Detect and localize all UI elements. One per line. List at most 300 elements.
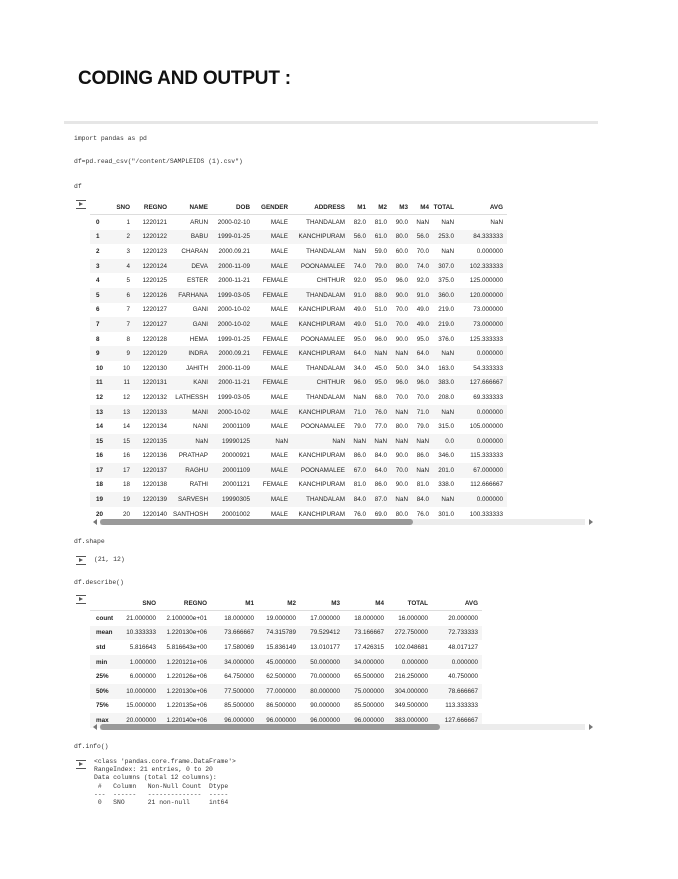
- code-cell-describe[interactable]: df.describe(): [74, 579, 124, 586]
- table-cell: 383.000000: [388, 713, 432, 728]
- table-cell: 77.000000: [258, 684, 300, 699]
- table-cell: CHARAN: [181, 247, 208, 255]
- table-cell: 68.0: [374, 393, 387, 401]
- table-cell: 0.000000: [458, 405, 507, 420]
- table-cell: 86.0: [353, 452, 366, 460]
- table-cell: NaN: [433, 346, 458, 361]
- table-cell: MALE: [270, 218, 288, 226]
- table-cell: 73.000000: [458, 317, 507, 332]
- info-line: --- ------ -------------- -----: [94, 790, 229, 798]
- table-cell: 1.220130e+06: [160, 684, 211, 699]
- scroll-left-arrow[interactable]: [93, 724, 97, 730]
- table-cell: 77.500000: [211, 684, 258, 699]
- table-cell: 272.750000: [388, 626, 432, 641]
- row-index: 6: [96, 306, 100, 314]
- table-cell: 2000.09.21: [212, 346, 254, 361]
- table-cell: 96.0: [349, 376, 370, 391]
- column-header: M4: [344, 596, 388, 611]
- table-cell: MALE: [270, 306, 288, 314]
- table-cell: THANDALAM: [306, 247, 345, 255]
- table-cell: 1.220130e+06: [160, 626, 211, 641]
- table-cell: 73.666667: [211, 626, 258, 641]
- table-cell: KANCHIPURAM: [298, 452, 345, 460]
- table-cell: 5: [126, 277, 130, 285]
- table-cell: 3: [126, 247, 130, 255]
- table-cell: 70.0: [391, 317, 412, 332]
- table-cell: 71.0: [349, 405, 370, 420]
- table-cell: KANCHIPURAM: [298, 510, 345, 518]
- table-row: [90, 346, 507, 361]
- table-cell: 10.000000: [119, 684, 160, 699]
- table-cell: 51.0: [374, 306, 387, 314]
- column-header: NAME: [171, 200, 212, 215]
- table-cell: 1.220126e+06: [166, 673, 207, 681]
- table-cell: MALE: [254, 492, 292, 507]
- table-cell: 65.500000: [354, 673, 384, 681]
- table-cell: HEMA: [189, 335, 208, 343]
- column-header: ADDRESS: [292, 200, 349, 215]
- output-icon: [76, 760, 86, 769]
- column-header: M3: [391, 200, 412, 215]
- table-cell: ESTER: [187, 277, 208, 285]
- output-icon: [76, 200, 86, 209]
- table-cell: 115.333333: [470, 452, 503, 460]
- column-header: REGNO: [134, 200, 171, 215]
- table-row: [90, 390, 507, 405]
- table-cell: 1220129: [134, 346, 171, 361]
- table-cell: LATHESSH: [175, 393, 208, 401]
- table-row: [90, 669, 482, 684]
- table-cell: 64.0: [412, 346, 433, 361]
- table-cell: 51.0: [370, 317, 391, 332]
- table-cell: 1: [126, 218, 130, 226]
- column-header: TOTAL: [388, 596, 432, 611]
- table-cell: 73.000000: [473, 306, 503, 314]
- table-cell: FEMALE: [254, 376, 292, 391]
- row-index: 18: [96, 481, 104, 489]
- table-cell: 16.000000: [398, 614, 428, 622]
- table-cell: 90.0: [395, 481, 408, 489]
- table-cell: 20: [122, 510, 130, 518]
- table-cell: 346.0: [438, 452, 454, 460]
- table-cell: 64.0: [370, 463, 391, 478]
- table-cell: NaN: [441, 247, 454, 255]
- table-cell: 1.220135e+06: [166, 702, 207, 710]
- table-cell: 253.0: [433, 230, 458, 245]
- row-index: 12: [96, 393, 104, 401]
- table-cell: 69.333333: [473, 393, 503, 401]
- table-row: [90, 376, 507, 391]
- table-cell: THANDALAM: [292, 492, 349, 507]
- table-cell: FEMALE: [262, 335, 288, 343]
- table-cell: 72.733333: [432, 626, 482, 641]
- table-cell: 17: [110, 463, 134, 478]
- table-row: [90, 405, 507, 420]
- table-cell: MALE: [270, 393, 288, 401]
- table-cell: 17.580069: [224, 643, 254, 651]
- table-cell: 95.0: [416, 335, 429, 343]
- table-cell: 219.0: [433, 317, 458, 332]
- table-cell: JAHITH: [185, 364, 208, 372]
- table-cell: 96.000000: [211, 713, 258, 728]
- table-cell: 86.500000: [266, 702, 296, 710]
- table-cell: POONAMALEE: [292, 463, 349, 478]
- table-cell: 45.000000: [258, 655, 300, 670]
- table-cell: 102.333333: [458, 259, 507, 274]
- row-index: 14: [96, 423, 104, 431]
- table-cell: MALE: [270, 364, 288, 372]
- table-cell: KANCHIPURAM: [292, 317, 349, 332]
- table-cell: 86.0: [416, 452, 429, 460]
- code-cell-import[interactable]: import pandas as pd: [74, 135, 147, 142]
- table-cell: 315.0: [438, 423, 454, 431]
- table-cell: 112.666667: [470, 481, 503, 489]
- table-cell: 64.750000: [224, 673, 254, 681]
- table-cell: 49.0: [353, 306, 366, 314]
- table-cell: 80.0: [395, 510, 408, 518]
- row-index: mean: [90, 626, 119, 641]
- table-cell: 0.000000: [432, 655, 482, 670]
- dataframe-table: [90, 200, 507, 521]
- table-cell: 1220137: [134, 463, 171, 478]
- table-cell: 90.0: [391, 288, 412, 303]
- table-cell: MALE: [254, 230, 292, 245]
- table-cell: 2000-11-09: [212, 259, 254, 274]
- table-cell: 70.0: [395, 393, 408, 401]
- table-cell: 1.220121e+06: [160, 655, 211, 670]
- table-cell: 19.000000: [266, 614, 296, 622]
- table-cell: 69.0: [374, 510, 387, 518]
- output-icon: [76, 595, 86, 604]
- table-cell: 1220128: [142, 335, 167, 343]
- table-cell: 62.500000: [266, 673, 296, 681]
- table-cell: 125.333333: [469, 335, 503, 343]
- table-cell: 95.0: [370, 376, 391, 391]
- table-cell: 100.333333: [469, 510, 503, 518]
- table-cell: 34.000000: [344, 655, 388, 670]
- row-index: 1: [90, 230, 110, 245]
- table-cell: 81.0: [374, 218, 387, 226]
- table-cell: 6.000000: [129, 673, 156, 681]
- column-header: [90, 200, 110, 215]
- output-icon: [76, 556, 86, 565]
- table-row: [90, 463, 507, 478]
- column-header: M2: [370, 200, 391, 215]
- table-cell: 91.0: [412, 288, 433, 303]
- table-cell: 219.0: [438, 306, 454, 314]
- table-row: [90, 332, 507, 347]
- table-cell: 127.666667: [458, 376, 507, 391]
- table-cell: 2000-02-10: [217, 218, 250, 226]
- table-cell: 86.0: [374, 481, 387, 489]
- table-row: [90, 655, 482, 670]
- info-line: # Column Non-Null Count Dtype: [94, 782, 229, 790]
- table-cell: MALE: [270, 452, 288, 460]
- table-cell: 1999-03-05: [217, 393, 250, 401]
- table-cell: 1999-01-25: [217, 335, 250, 343]
- table-cell: RAGHU: [171, 463, 212, 478]
- table-cell: 18.000000: [354, 614, 384, 622]
- table-cell: 56.0: [412, 230, 433, 245]
- table-cell: 59.0: [374, 247, 387, 255]
- section-divider: [64, 121, 598, 124]
- table-cell: 96.0: [395, 277, 408, 285]
- table-cell: 1220139: [134, 492, 171, 507]
- table-cell: 50.000000: [300, 655, 344, 670]
- table-cell: 120.000000: [458, 288, 507, 303]
- table-cell: NaN: [441, 218, 454, 226]
- table-cell: 1220125: [142, 277, 167, 285]
- column-header: DOB: [212, 200, 254, 215]
- row-index: min: [90, 655, 119, 670]
- column-header: SNO: [119, 596, 160, 611]
- table-cell: 67.000000: [458, 463, 507, 478]
- table-cell: 82.0: [353, 218, 366, 226]
- table-cell: 84.0: [374, 452, 387, 460]
- table-cell: INDRA: [171, 346, 212, 361]
- table-cell: 34.0: [353, 364, 366, 372]
- table-cell: NANI: [192, 423, 208, 431]
- table-cell: PRATHAP: [178, 452, 208, 460]
- table-row: [90, 230, 507, 245]
- table-cell: 12: [122, 393, 130, 401]
- table-cell: 375.0: [438, 277, 454, 285]
- row-index: 16: [96, 452, 104, 460]
- table-cell: 70.0: [416, 247, 429, 255]
- row-index: 8: [96, 335, 100, 343]
- table-cell: 1220134: [142, 423, 167, 431]
- table-cell: 2000-11-21: [212, 376, 254, 391]
- row-index: 4: [96, 277, 100, 285]
- table-cell: 20.000000: [119, 713, 160, 728]
- table-cell: CHITHUR: [316, 277, 345, 285]
- table-cell: 2000-10-02: [212, 405, 254, 420]
- table-cell: POONAMALEE: [292, 259, 349, 274]
- table-row: [90, 626, 482, 641]
- table-cell: FARHANA: [171, 288, 212, 303]
- table-cell: 1220135: [134, 434, 171, 449]
- table-cell: 13: [110, 405, 134, 420]
- table-cell: KANCHIPURAM: [292, 230, 349, 245]
- table-cell: NaN: [391, 434, 412, 449]
- table-cell: 20.000000: [448, 614, 478, 622]
- table-cell: NaN: [416, 218, 429, 226]
- table-cell: 88.0: [370, 288, 391, 303]
- code-cell-info[interactable]: df.info(): [74, 743, 109, 750]
- scrollbar-thumb[interactable]: [100, 724, 440, 730]
- table-cell: 74.0: [349, 259, 370, 274]
- column-header: [90, 596, 119, 611]
- table-cell: MANI: [171, 405, 212, 420]
- table-cell: 79.0: [353, 423, 366, 431]
- table-row: [90, 215, 507, 230]
- table-cell: 6: [110, 288, 134, 303]
- table-cell: 19: [110, 492, 134, 507]
- table-cell: MALE: [270, 247, 288, 255]
- table-cell: 76.0: [416, 510, 429, 518]
- table-cell: NaN: [412, 463, 433, 478]
- table-cell: 2000-10-02: [217, 306, 250, 314]
- row-index: 50%: [90, 684, 119, 699]
- table-cell: 49.0: [349, 317, 370, 332]
- column-header: AVG: [458, 200, 507, 215]
- shape-output: (21, 12): [94, 556, 125, 563]
- table-cell: NaN: [349, 434, 370, 449]
- table-cell: SANTHOSH: [173, 510, 208, 518]
- table-cell: 1.000000: [119, 655, 160, 670]
- column-header: AVG: [432, 596, 482, 611]
- table-cell: 1220140: [142, 510, 167, 518]
- table-cell: 10.333333: [119, 626, 160, 641]
- table-cell: 19990125: [212, 434, 254, 449]
- table-cell: NaN: [370, 346, 391, 361]
- table-cell: NaN: [370, 434, 391, 449]
- page-title: CODING AND OUTPUT :: [78, 68, 291, 89]
- table-cell: THANDALAM: [292, 288, 349, 303]
- table-cell: 15.836149: [266, 643, 296, 651]
- row-index: count: [96, 614, 114, 622]
- table-cell: 1220123: [142, 247, 167, 255]
- column-header: TOTAL: [433, 200, 458, 215]
- table-cell: 1220121: [142, 218, 167, 226]
- scroll-right-arrow[interactable]: [589, 519, 593, 525]
- table-cell: 20001109: [222, 423, 250, 431]
- table-cell: 1.220140e+06: [160, 713, 211, 728]
- code-cell-df[interactable]: df: [74, 183, 82, 190]
- table-cell: 2000-10-02: [212, 317, 254, 332]
- row-index: 15: [90, 434, 110, 449]
- table-cell: THANDALAM: [306, 218, 345, 226]
- table-cell: 0.000000: [388, 655, 432, 670]
- scroll-left-arrow[interactable]: [93, 519, 97, 525]
- row-index: 17: [90, 463, 110, 478]
- table-cell: 40.750000: [448, 673, 478, 681]
- table-cell: KANCHIPURAM: [298, 481, 345, 489]
- column-header: M1: [211, 596, 258, 611]
- table-cell: 376.0: [438, 335, 454, 343]
- table-cell: 1220130: [142, 364, 167, 372]
- table-cell: 7: [110, 317, 134, 332]
- table-cell: 163.0: [438, 364, 454, 372]
- table-cell: MALE: [270, 423, 288, 431]
- table-cell: NaN: [391, 405, 412, 420]
- row-index: 9: [90, 346, 110, 361]
- table-cell: 96.0: [412, 376, 433, 391]
- table-cell: 73.166667: [344, 626, 388, 641]
- horizontal-scrollbar[interactable]: [100, 519, 585, 525]
- info-output: [94, 758, 236, 807]
- column-header: M3: [300, 596, 344, 611]
- table-row: [90, 244, 507, 259]
- table-cell: 64.0: [349, 346, 370, 361]
- table-cell: 81.0: [416, 481, 429, 489]
- table-cell: 79.0: [416, 423, 429, 431]
- row-index: 20: [96, 510, 104, 518]
- table-cell: 4: [110, 259, 134, 274]
- code-cell-read-csv[interactable]: df=pd.read_csv("/content/SAMPLEIDS (1).csv"): [74, 158, 243, 165]
- table-cell: 78.666667: [432, 684, 482, 699]
- row-index: 5: [90, 288, 110, 303]
- table-cell: 1220132: [142, 393, 167, 401]
- table-cell: 76.0: [370, 405, 391, 420]
- table-cell: 5.816643: [129, 643, 156, 651]
- table-cell: BABU: [171, 230, 212, 245]
- table-cell: GANI: [192, 306, 208, 314]
- table-cell: NaN: [433, 405, 458, 420]
- table-cell: MALE: [270, 510, 288, 518]
- table-cell: 80.000000: [300, 684, 344, 699]
- table-cell: 76.0: [353, 510, 366, 518]
- table-cell: 49.0: [412, 317, 433, 332]
- table-cell: 96.0: [374, 335, 387, 343]
- row-index: 11: [90, 376, 110, 391]
- table-cell: 201.0: [433, 463, 458, 478]
- table-row: [90, 684, 482, 699]
- table-cell: MALE: [254, 259, 292, 274]
- table-cell: KANCHIPURAM: [298, 306, 345, 314]
- table-cell: 60.0: [395, 247, 408, 255]
- table-cell: 90.0: [395, 335, 408, 343]
- table-cell: 45.0: [374, 364, 387, 372]
- table-cell: MALE: [254, 317, 292, 332]
- row-index: 7: [90, 317, 110, 332]
- table-cell: NaN: [254, 434, 292, 449]
- table-cell: 301.0: [438, 510, 454, 518]
- row-index: 19: [90, 492, 110, 507]
- table-cell: 70.000000: [310, 673, 340, 681]
- table-cell: ARUN: [190, 218, 208, 226]
- table-cell: 96.0: [391, 376, 412, 391]
- row-index: 13: [90, 405, 110, 420]
- table-cell: KANCHIPURAM: [292, 346, 349, 361]
- code-cell-shape[interactable]: df.shape: [74, 538, 105, 545]
- table-cell: 16: [122, 452, 130, 460]
- horizontal-scrollbar[interactable]: [100, 724, 585, 730]
- table-cell: 1220127: [142, 306, 167, 314]
- table-cell: FEMALE: [254, 346, 292, 361]
- table-cell: 10: [122, 364, 130, 372]
- table-row: [90, 419, 507, 434]
- row-index: max: [90, 713, 119, 728]
- table-cell: THANDALAM: [306, 393, 345, 401]
- table-row: [90, 259, 507, 274]
- table-cell: NaN: [353, 247, 366, 255]
- table-row: [90, 449, 507, 464]
- table-cell: 383.0: [433, 376, 458, 391]
- table-cell: 96.000000: [258, 713, 300, 728]
- table-cell: 0.000000: [458, 346, 507, 361]
- table-cell: CHITHUR: [292, 376, 349, 391]
- table-row: [90, 492, 507, 507]
- table-row: [90, 434, 507, 449]
- table-cell: 127.666667: [432, 713, 482, 728]
- table-cell: 5.816643e+00: [166, 643, 207, 651]
- table-cell: 81.0: [353, 481, 366, 489]
- table-cell: 1220138: [142, 481, 167, 489]
- table-cell: 96.000000: [300, 713, 344, 728]
- table-cell: 18.000000: [224, 614, 254, 622]
- scrollbar-thumb[interactable]: [100, 519, 413, 525]
- table-cell: 216.250000: [394, 673, 428, 681]
- table-cell: NaN: [353, 393, 366, 401]
- column-header: REGNO: [160, 596, 211, 611]
- table-cell: 80.0: [395, 423, 408, 431]
- row-index: 0: [96, 218, 100, 226]
- table-cell: 0.000000: [476, 247, 503, 255]
- table-cell: 74.0: [412, 259, 433, 274]
- table-cell: 0.0: [433, 434, 458, 449]
- scroll-right-arrow[interactable]: [589, 724, 593, 730]
